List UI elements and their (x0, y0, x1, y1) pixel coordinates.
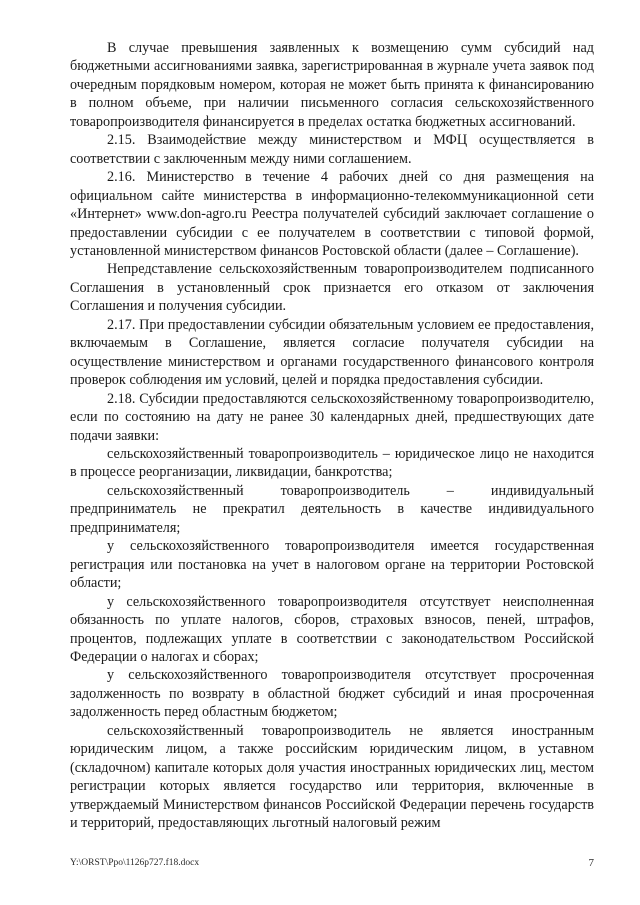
paragraph-2-16: 2.16. Министерство в течение 4 рабочих дней со дня размещения на официальном сайте министерства в информационно-телекоммуникационной сети «Интернет» www.don-agro.ru Реестра получателей субсидий заключает соглашение о предоставлении субсидии с ее получателем в соответствии с типовой формой, установленной министерством финансов Ростовской области (далее – Соглашение). (70, 169, 594, 259)
condition-legal-entity: сельскохозяйственный товаропроизводитель – юридическое лицо не находится в процессе реорганизации, ликвидации, банкротства; (70, 445, 594, 481)
paragraph-2-17: 2.17. При предоставлении субсидии обязательным условием ее предоставления, включаемым в Соглашение, является согласие получателя субсидии на осуществление министерством и органами государственного финансового контроля проверок соблюдения им условий, целей и порядка предоставления субсидии. (70, 316, 594, 389)
footer-page-number: 7 (588, 857, 594, 869)
paragraph-oversubscription: В случае превышения заявленных к возмещению сумм субсидий над бюджетными ассигнованиями заявка, зарегистрированная в журнале учета заявок под очередным порядковым номером, которая не может быть принята к финансированию в полном объеме, при наличии письменного согласия сельскохозяйственного товаропроизводителя финансируется в пределах остатка бюджетных ассигнований. (70, 40, 594, 130)
footer-file-path: Y:\ORST\Ppo\1126p727.f18.docx (70, 858, 200, 868)
paragraph-non-submission: Непредставление сельскохозяйственным товаропроизводителем подписанного Соглашения в установленный срок признается его отказом от заключения Соглашения и получения субсидии. (70, 261, 594, 315)
paragraph-2-18: 2.18. Субсидии предоставляются сельскохозяйственному товаропроизводителю, если по состоянию на дату не ранее 30 календарных дней, предшествующих дате подачи заявки: (70, 390, 594, 444)
condition-not-foreign-entity: сельскохозяйственный товаропроизводитель не является иностранным юридическим лицом, а также российским юридическим лицом, в уставном (складочном) капитале которых доля участия иностранных юридических лиц, местом регистрации которых является государство или территория, включенные в утверждаемый Министерством финансов Российской Федерации перечень государств и территорий, предоставляющих льготный налоговый режим (70, 722, 594, 832)
condition-no-budget-debt: у сельскохозяйственного товаропроизводителя отсутствует просроченная задолженность по возврату в областной бюджет субсидий и иная просроченная задолженность перед областным бюджетом; (70, 667, 594, 721)
paragraph-2-15: 2.15. Взаимодействие между министерством и МФЦ осуществляется в соответствии с заключенным между ними соглашением. (70, 132, 594, 167)
document-body (70, 39, 594, 832)
condition-no-tax-debt: у сельскохозяйственного товаропроизводителя отсутствует неисполненная обязанность по уплате налогов, сборов, страховых взносов, пеней, штрафов, процентов, подлежащих уплате в соответствии с законодательством Российской Федерации о налогах и сборах; (70, 593, 594, 665)
condition-registration: у сельскохозяйственного товаропроизводителя имеется государственная регистрация или постановка на учет в налоговом органе на территории Ростовской области; (70, 538, 594, 592)
condition-entrepreneur: сельскохозяйственный товаропроизводитель – индивидуальный предприниматель не прекратил деятельность в качестве индивидуального предпринимателя; (70, 482, 594, 536)
